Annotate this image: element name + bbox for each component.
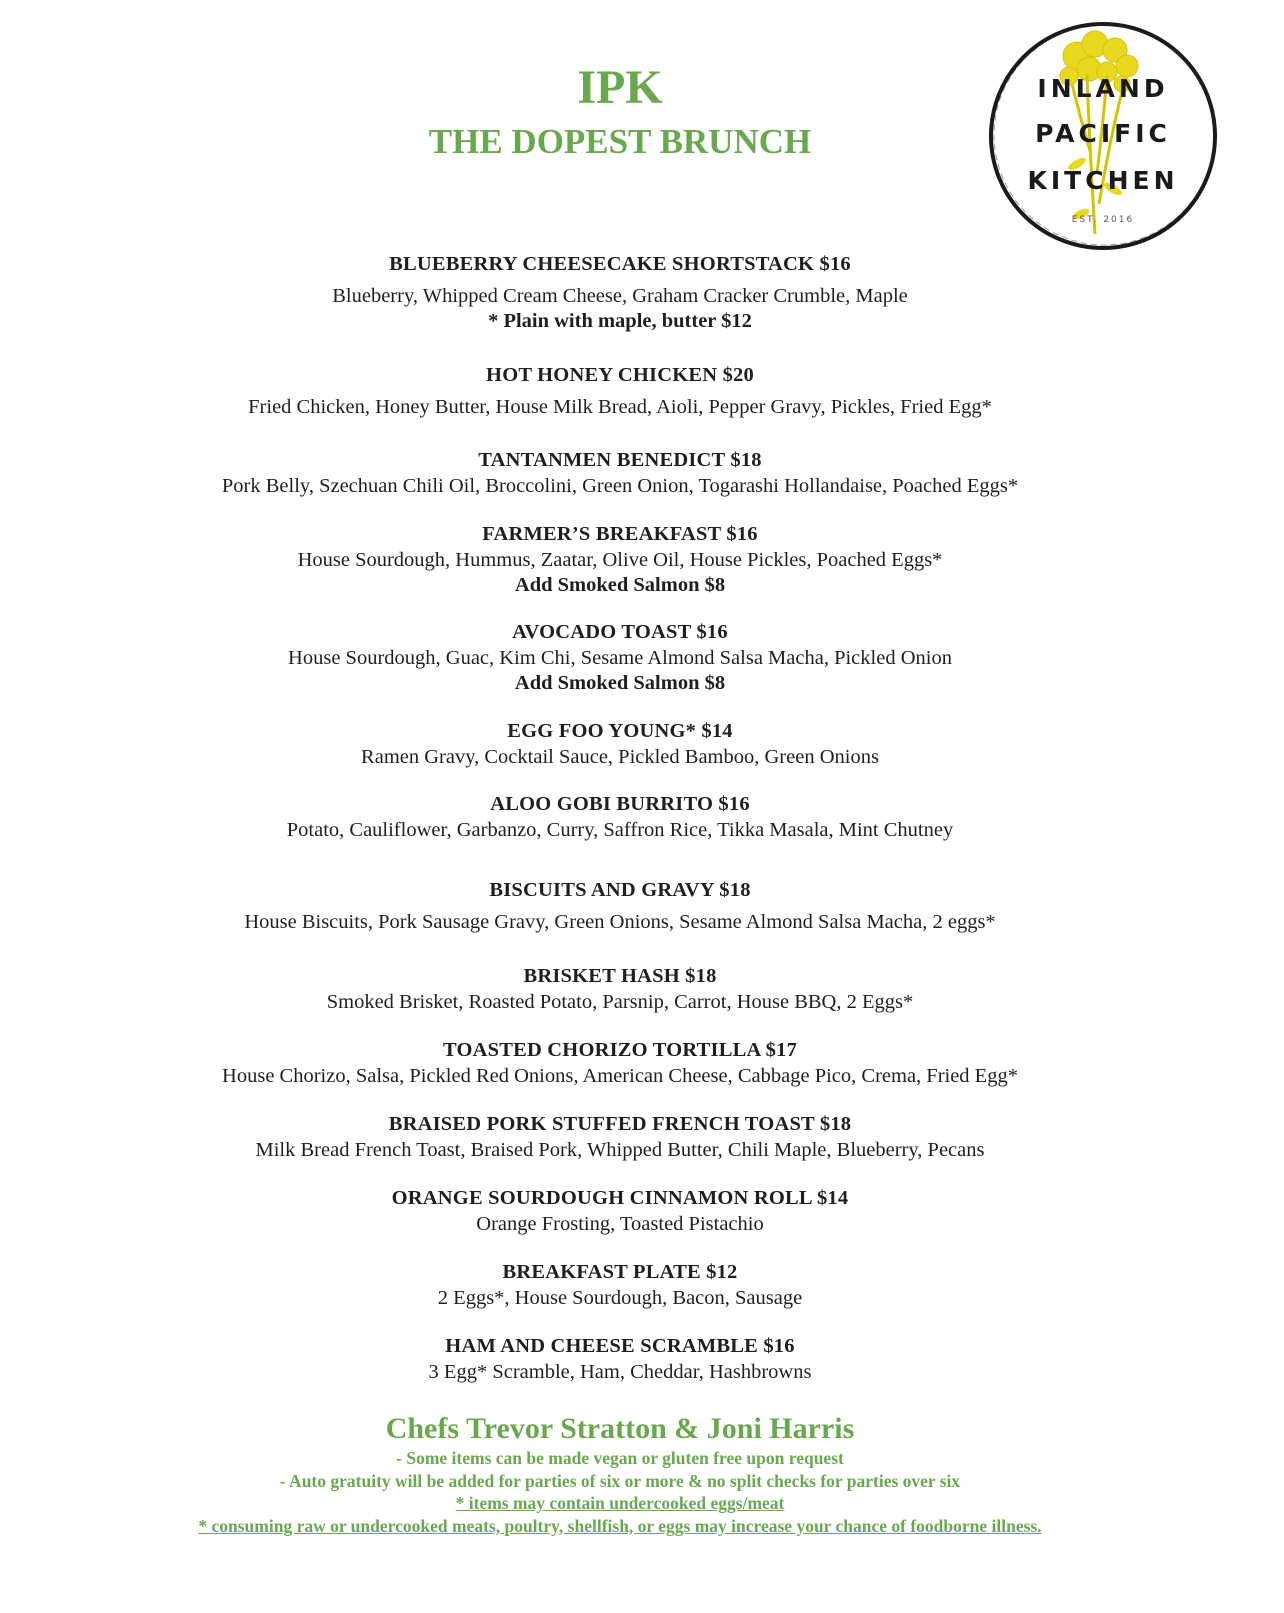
logo-line-kitchen: KITCHEN — [1027, 166, 1179, 195]
item-description: Orange Frosting, Toasted Pistachio — [476, 1213, 764, 1235]
item-description: Blueberry, Whipped Cream Cheese, Graham Cracker Crumble, Maple — [332, 285, 908, 307]
menu-item-egg-foo-young — [0, 718, 1240, 770]
item-name: HAM AND CHEESE SCRAMBLE $16 — [445, 1335, 795, 1357]
menu-item-blueberry-cheesecake-shortstack — [0, 251, 1240, 333]
item-description: Milk Bread French Toast, Braised Pork, Whipped Butter, Chili Maple, Blueberry, Pecans — [255, 1139, 985, 1161]
menu-item-tantanmen-benedict — [0, 447, 1240, 499]
menu-item-aloo-gobi-burrito — [0, 791, 1240, 843]
page-title: IPK — [577, 61, 663, 114]
item-name: ALOO GOBI BURRITO $16 — [490, 793, 750, 815]
item-description: House Chorizo, Salsa, Pickled Red Onions, American Cheese, Cabbage Pico, Crema, Fried Egg* — [222, 1065, 1018, 1087]
item-description: Ramen Gravy, Cocktail Sauce, Pickled Bamboo, Green Onions — [361, 746, 879, 768]
item-name: BREAKFAST PLATE $12 — [502, 1261, 738, 1283]
item-description: House Biscuits, Pork Sausage Gravy, Green Onions, Sesame Almond Salsa Macha, 2 eggs* — [244, 911, 996, 933]
item-name: BRISKET HASH $18 — [523, 965, 717, 987]
item-name: BLUEBERRY CHEESECAKE SHORTSTACK $16 — [389, 253, 851, 275]
item-description: 2 Eggs*, House Sourdough, Bacon, Sausage — [437, 1287, 803, 1309]
logo-established: EST. 2016 — [1071, 215, 1135, 225]
item-name: EGG FOO YOUNG* $14 — [507, 720, 733, 742]
item-description: Pork Belly, Szechuan Chili Oil, Broccolini, Green Onion, Togarashi Hollandaise, Poached Eggs* — [221, 475, 1019, 497]
item-name: BISCUITS AND GRAVY $18 — [489, 879, 751, 901]
item-note: Add Smoked Salmon $8 — [514, 574, 726, 596]
item-name: ORANGE SOURDOUGH CINNAMON ROLL $14 — [391, 1187, 849, 1209]
item-name: BRAISED PORK STUFFED FRENCH TOAST $18 — [388, 1113, 852, 1135]
item-name: HOT HONEY CHICKEN $20 — [486, 364, 754, 386]
footer-note-vegan: - Some items can be made vegan or gluten free upon request — [396, 1448, 844, 1468]
item-description: House Sourdough, Hummus, Zaatar, Olive Oil, House Pickles, Poached Eggs* — [297, 549, 943, 571]
item-description: Smoked Brisket, Roasted Potato, Parsnip, Carrot, House BBQ, 2 Eggs* — [326, 991, 914, 1013]
menu-item-avocado-toast — [0, 619, 1240, 695]
page-subtitle: THE DOPEST BRUNCH — [428, 122, 812, 161]
menu-item-brisket-hash — [0, 963, 1240, 1015]
menu-item-biscuits-and-gravy — [0, 877, 1240, 935]
item-description: Fried Chicken, Honey Butter, House Milk Bread, Aioli, Pepper Gravy, Pickles, Fried Egg* — [248, 396, 992, 418]
menu-item-breakfast-plate — [0, 1259, 1240, 1311]
menu-item-hot-honey-chicken — [0, 362, 1240, 420]
item-name: TANTANMEN BENEDICT $18 — [478, 449, 762, 471]
item-description: Potato, Cauliflower, Garbanzo, Curry, Saffron Rice, Tikka Masala, Mint Chutney — [286, 819, 954, 841]
item-name: FARMER’S BREAKFAST $16 — [482, 523, 758, 545]
item-name: AVOCADO TOAST $16 — [512, 621, 728, 643]
footer-note-gratuity: - Auto gratuity will be added for parties of six or more & no split checks for parties over six — [279, 1470, 961, 1491]
logo-seal-icon — [977, 14, 1237, 274]
item-name: TOASTED CHORIZO TORTILLA $17 — [442, 1039, 798, 1061]
restaurant-logo — [977, 14, 1237, 274]
chefs-credit: Chefs Trevor Stratton & Joni Harris — [385, 1412, 855, 1445]
menu-item-farmers-breakfast — [0, 521, 1240, 597]
footer-note-foodborne-warning: * consuming raw or undercooked meats, poultry, shellfish, or eggs may increase your chance of foodborne illness. — [198, 1515, 1042, 1536]
menu-item-braised-pork-french-toast — [0, 1111, 1240, 1163]
item-note: * Plain with maple, butter $12 — [488, 310, 752, 332]
logo-line-inland: INLAND — [1037, 74, 1169, 103]
menu-footer — [0, 1411, 1240, 1537]
item-description: 3 Egg* Scramble, Ham, Cheddar, Hashbrowns — [428, 1361, 812, 1383]
footer-note-undercooked: * items may contain undercooked eggs/meat — [455, 1493, 785, 1513]
item-note: Add Smoked Salmon $8 — [514, 672, 726, 694]
menu-item-orange-cinnamon-roll — [0, 1185, 1240, 1237]
item-description: House Sourdough, Guac, Kim Chi, Sesame Almond Salsa Macha, Pickled Onion — [288, 647, 952, 669]
menu-item-ham-and-cheese-scramble — [0, 1333, 1240, 1385]
menu-item-toasted-chorizo-tortilla — [0, 1037, 1240, 1089]
logo-line-pacific: PACIFIC — [1035, 119, 1171, 148]
